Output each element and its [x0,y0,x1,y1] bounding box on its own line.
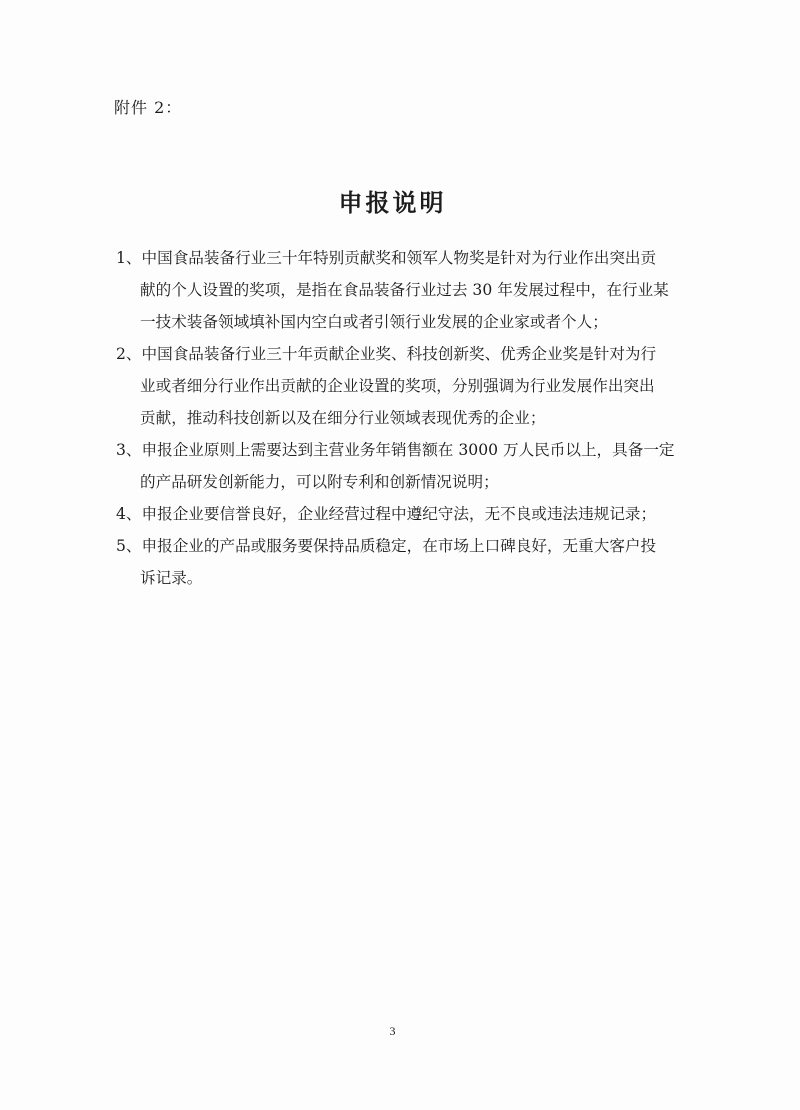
list-item-line: 5、申报企业的产品或服务要保持品质稳定，在市场上口碑良好，无重大客户投 [116,537,657,555]
list-item-line: 1、中国食品装备行业三十年特别贡献奖和领军人物奖是针对为行业作出突出贡 [116,249,657,267]
attachment-label: 附件 2： [114,98,183,117]
list-item [116,434,690,498]
list-item-line: 4、申报企业要信誉良好，企业经营过程中遵纪守法，无不良或违法违规记录； [116,505,657,523]
list-item-line: 诉记录。 [140,569,203,587]
page-number: 3 [389,1024,396,1038]
list-item-line: 献的个人设置的奖项，是指在食品装备行业过去 30 年发展过程中，在行业某 [140,281,669,299]
list-item [116,338,690,434]
document-title: 申报说明 [338,188,447,217]
list-item [116,242,690,338]
list-item [116,530,690,594]
list-item-line: 业或者细分行业作出贡献的企业设置的奖项，分别强调为行业发展作出突出 [140,377,655,395]
list-item-line: 2、中国食品装备行业三十年贡献企业奖、科技创新奖、优秀企业奖是针对为行 [116,345,657,363]
list-item-line: 的产品研发创新能力，可以附专利和创新情况说明； [140,473,499,491]
list-item-line: 3、申报企业原则上需要达到主营业务年销售额在 3000 万人民币以上，具备一定 [116,441,675,459]
list-item [116,498,690,530]
list-item-line: 一技术装备领域填补国内空白或者引领行业发展的企业家或者个人； [140,313,608,331]
list-item-line: 贡献，推动科技创新以及在细分行业领域表现优秀的企业； [140,409,546,427]
requirements-list [116,242,690,594]
